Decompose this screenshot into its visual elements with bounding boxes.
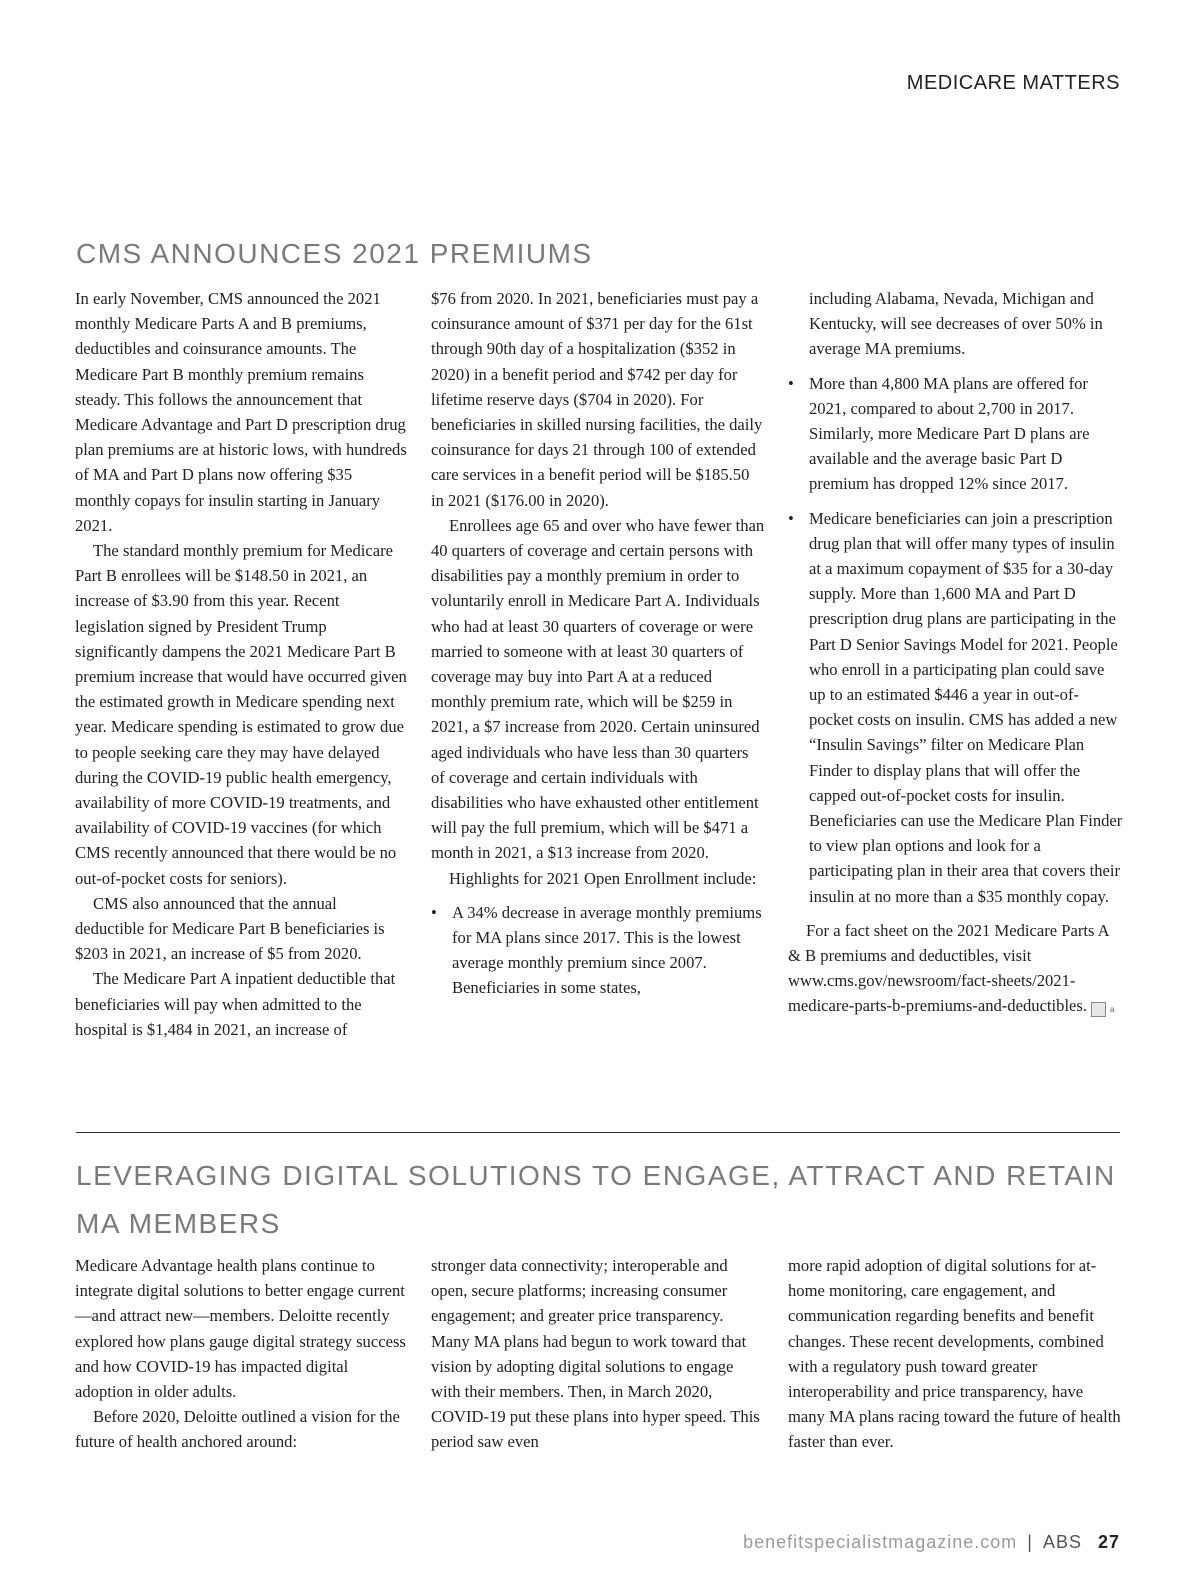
list-item-continuation: including Alabama, Nevada, Michigan and Kentucky, will see decreases of over 50% in average MA premiums.: [809, 289, 1103, 359]
page-footer: [743, 1532, 1120, 1553]
footer-separator: |: [1027, 1532, 1033, 1552]
end-of-article-icon: a: [1091, 1002, 1106, 1017]
paragraph: Medicare Advantage health plans continue to integrate digital solutions to better engage current—and attract new—members. Deloitte recently explored how plans gauge digital strategy success and how COVID-19 has impacted digital adoption in older adults.: [75, 1256, 406, 1402]
list-item: • Medicare beneficiaries can join a prescription drug plan that will offer many types of insulin at a maximum copayment of $35 for a 30-day supply. More than 1,600 MA and Part D prescription drug plans are participating in the Part D Senior Savings Model for 2021. People who enroll in a participating plan could save up to an estimated $446 a year in out-of-pocket costs on insulin. CMS has added a new “Insulin Savings” filter on Medicare Plan Finder to display plans that will offer the capped out-of-pocket costs for insulin. Beneficiaries can use the Medicare Plan Finder to view plan options and look for a participating plan in their area that covers their insulin at no more than a $35 monthly copay.: [788, 506, 1123, 909]
highlights-list: [788, 371, 1123, 909]
highlights-list: [431, 900, 766, 1001]
article-1-title: CMS ANNOUNCES 2021 PREMIUMS: [76, 238, 593, 269]
page-number: 27: [1097, 1532, 1120, 1552]
article-1-column-1: [75, 286, 410, 1042]
paragraph: In early November, CMS announced the 2021 monthly Medicare Parts A and B premiums, deductibles and coinsurance amounts. The Medicare Part B monthly premium remains steady. This follows the announcement that Medicare Advantage and Part D prescription drug plan premiums are at historic lows, with hundreds of MA and Part D plans now offering $35 monthly copays for insulin starting in January 2021.: [75, 289, 407, 535]
paragraph: CMS also announced that the annual deductible for Medicare Part B beneficiaries is $203 in 2021, an increase of $5 from 2020.: [75, 893, 385, 964]
article-2-column-2: [431, 1253, 766, 1455]
list-item: • A 34% decrease in average monthly premiums for MA plans since 2017. This is the lowest average monthly premium since 2007. Beneficiaries in some states,: [431, 900, 766, 1001]
article-2-column-3: [788, 1253, 1123, 1455]
paragraph: The Medicare Part A inpatient deductible that beneficiaries will pay when admitted to the hospital is $1,484 in 2021, an increase of: [75, 969, 396, 1039]
article-2-column-1: [75, 1253, 410, 1455]
paragraph: Enrollees age 65 and over who have fewer than 40 quarters of coverage and certain persons with disabilities pay a monthly premium in order to voluntarily enroll in Medicare Part A. Individuals who had at least 30 quarters of coverage or were married to someone with at least 30 quarters of coverage may buy into Part A at a reduced monthly premium rate, which will be $259 in 2021, a $7 increase from 2020. Certain uninsured aged individuals who have less than 30 quarters of coverage and certain individuals with disabilities who have exhausted other entitlement will pay the full premium, which will be $471 a month in 2021, a $13 increase from 2020.: [431, 515, 765, 863]
section-label: MEDICARE MATTERS: [906, 72, 1120, 94]
paragraph: Highlights for 2021 Open Enrollment include:: [449, 868, 757, 888]
paragraph: $76 from 2020. In 2021, beneficiaries must pay a coinsurance amount of $371 per day for the 61st through 90th day of a hospitalization ($352 in 2020) in a benefit period and $742 per day for lifetime reserve days ($704 in 2020). For beneficiaries in skilled nursing facilities, the daily coinsurance for days 21 through 100 of extended care services in a benefit period will be $185.50 in 2021 ($176.00 in 2020).: [431, 289, 763, 510]
section-divider: [76, 1132, 1120, 1133]
website-link[interactable]: benefitspecialistmagazine.com: [743, 1532, 1018, 1552]
article-1-column-2: [431, 286, 766, 1010]
article-1-column-3: [788, 286, 1123, 1019]
article-2-title: LEVERAGING DIGITAL SOLUTIONS TO ENGAGE, ATTRACT AND RETAIN MA MEMBERS: [76, 1160, 1116, 1239]
fact-sheet-text: For a fact sheet on the 2021 Medicare Parts A & B premiums and deductibles, visit www.cms.gov/newsroom/fact-sheets/2021-medicare-parts-b-premiums-and-deductibles.: [788, 920, 1109, 1016]
publication-name: ABS: [1042, 1532, 1082, 1552]
paragraph: Before 2020, Deloitte outlined a vision for the future of health anchored around:: [75, 1407, 400, 1452]
closing-paragraph: [788, 918, 1123, 1019]
paragraph: more rapid adoption of digital solutions for at-home monitoring, care engagement, and communication regarding benefits and benefit changes. These recent developments, combined with a regulatory push toward greater interoperability and price transparency, have many MA plans racing toward the future of health faster than ever.: [788, 1256, 1121, 1452]
paragraph: stronger data connectivity; interoperable and open, secure platforms; increasing consumer engagement; and greater price transparency. Many MA plans had begun to work toward that vision by adopting digital solutions to engage with their members. Then, in March 2020, COVID-19 put these plans into hyper speed. This period saw even: [431, 1256, 760, 1452]
paragraph: The standard monthly premium for Medicare Part B enrollees will be $148.50 in 2021, an increase of $3.90 from this year. Recent legislation signed by President Trump significantly dampens the 2021 Medicare Part B premium increase that would have occurred given the estimated growth in Medicare spending next year. Medicare spending is estimated to grow due to people seeking care they may have delayed during the COVID-19 public health emergency, availability of more COVID-19 treatments, and availability of COVID-19 vaccines (for which CMS recently announced that there would be no out-of-pocket costs for seniors).: [75, 541, 407, 888]
list-item: • More than 4,800 MA plans are offered for 2021, compared to about 2,700 in 2017. Similarly, more Medicare Part D plans are available and the average basic Part D premium has dropped 12% since 2017.: [788, 371, 1123, 497]
